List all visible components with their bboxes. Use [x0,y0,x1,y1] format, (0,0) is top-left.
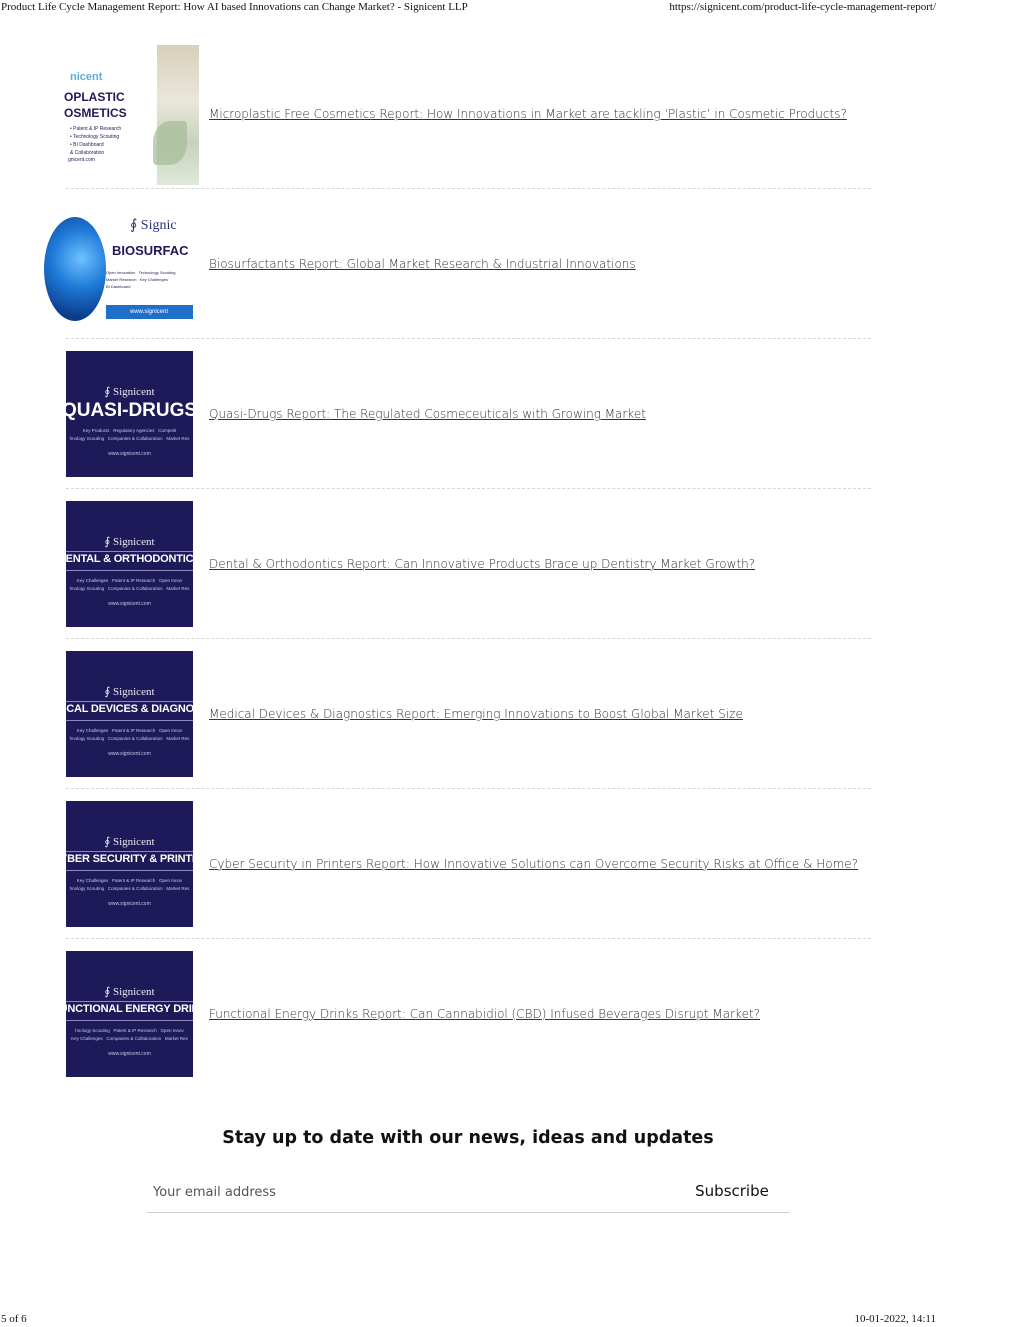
thumb-url: www.signicent.com [108,901,151,907]
thumb-heading: EDICAL DEVICES & DIAGNOSTI [48,703,211,715]
article-thumbnail[interactable] [59,951,200,1077]
thumb-brand: ∮ Signicent [104,836,155,848]
article-link[interactable]: Cyber Security in Printers Report: How Innovative Solutions can Overcome Security Risks at Office & Home? [209,857,859,871]
article-thumbnail[interactable] [66,201,193,327]
thumb-heading: UNCTIONAL ENERGY DRIN [59,1003,200,1015]
newsletter-form [147,1176,790,1213]
thumb-heading: OPLASTIC OSMETICS [64,90,127,120]
thumb-bullets: Key Challenges Patent & IP Research Open Innov hnology Scouting Companies & Collaboration Market Res [69,578,190,591]
thumb-url: www.signicent [106,305,193,319]
thumb-bullets: • Patent & IP Research • Technology Scouting • BI Dashboard & Collaboration [70,126,122,156]
thumb-url: www.signicent.com [108,451,151,457]
list-item [66,501,871,639]
article-thumbnail[interactable] [59,801,200,927]
article-link[interactable]: Functional Energy Drinks Report: Can Cannabidiol (CBD) Infused Beverages Disrupt Market? [209,1007,761,1021]
article-link[interactable]: Quasi-Drugs Report: The Regulated Cosmeceuticals with Growing Market [209,407,646,421]
list-item [61,351,871,489]
list-item [66,51,871,189]
list-item [59,801,871,939]
thumb-bullets: hnology Scouting Patent & IP Research Open Innov Key Challenges Companies & Collaboration Market Res [71,1028,188,1041]
article-thumbnail[interactable] [66,501,193,627]
thumb-brand: ∮ Signicent [104,536,155,548]
thumb-url: www.signicent.com [108,1051,151,1057]
print-page-title: Product Life Cycle Management Report: How AI based Innovations can Change Market? - Signicent LLP [1,1,468,13]
thumb-url: www.signicent.com [108,751,151,757]
article-thumbnail[interactable] [66,51,193,177]
article-thumbnail[interactable] [48,651,211,777]
thumb-heading: QUASI-DRUGS [61,400,198,421]
thumb-heading: YBER SECURITY & PRINTE [59,853,200,865]
article-thumbnail[interactable] [61,351,198,477]
thumb-brand: ∮ Signicent [104,986,155,998]
print-datetime: 10-01-2022, 14:11 [854,1313,936,1325]
article-link[interactable]: Dental & Orthodontics Report: Can Innovative Products Brace up Dentistry Market Growth? [209,557,756,571]
article-link[interactable]: Biosurfactants Report: Global Market Research & Industrial Innovations [209,257,636,271]
article-link[interactable]: Microplastic Free Cosmetics Report: How Innovations in Market are tackling ‘Plastic’ in Cosmetic Products? [209,107,847,121]
thumb-heading: ENTAL & ORTHODONTIC [65,553,194,565]
thumb-url: www.signicent.com [108,601,151,607]
page-number: 5 of 6 [1,1313,27,1325]
list-item [59,951,871,1088]
thumb-bullets: Key Challenges Patent & IP Research Open Innov hnology Scouting Companies & Collaboration Market Res [69,878,190,891]
subscribe-button[interactable]: Subscribe [674,1176,790,1206]
related-articles-list [48,51,871,1100]
list-item [66,201,871,339]
thumb-brand: ∮ Signicent [104,686,155,698]
thumb-bullets: Open Innovation Technology Scouting Market Research Key Challenges BI Dashboard [106,270,176,289]
email-input[interactable] [147,1176,675,1208]
newsletter-heading: Stay up to date with our news, ideas and updates [222,1128,714,1148]
thumb-brand: ∮ Signicent [104,386,155,398]
list-item [48,651,871,789]
thumb-bullets: Key Products Regulatory Agencies Competit hnology Scouting Companies & Collaboration Market Res [69,428,190,441]
print-page-url: https://signicent.com/product-life-cycle-management-report/ [669,1,936,13]
newsletter-section [0,1128,1024,1200]
article-link[interactable]: Medical Devices & Diagnostics Report: Emerging Innovations to Boost Global Market Size [209,707,743,721]
thumb-heading: BIOSURFAC [112,243,189,258]
print-footer [0,1313,1024,1327]
thumb-url: gnicent.com [68,157,95,163]
print-header [0,1,1024,15]
thumb-brand: nicent [70,71,103,83]
thumb-brand: ∮ Signic [130,218,177,233]
thumb-bullets: Key Challenges Patent & IP Research Open Innov hnology Scouting Companies & Collaboration Market Res [69,728,190,741]
